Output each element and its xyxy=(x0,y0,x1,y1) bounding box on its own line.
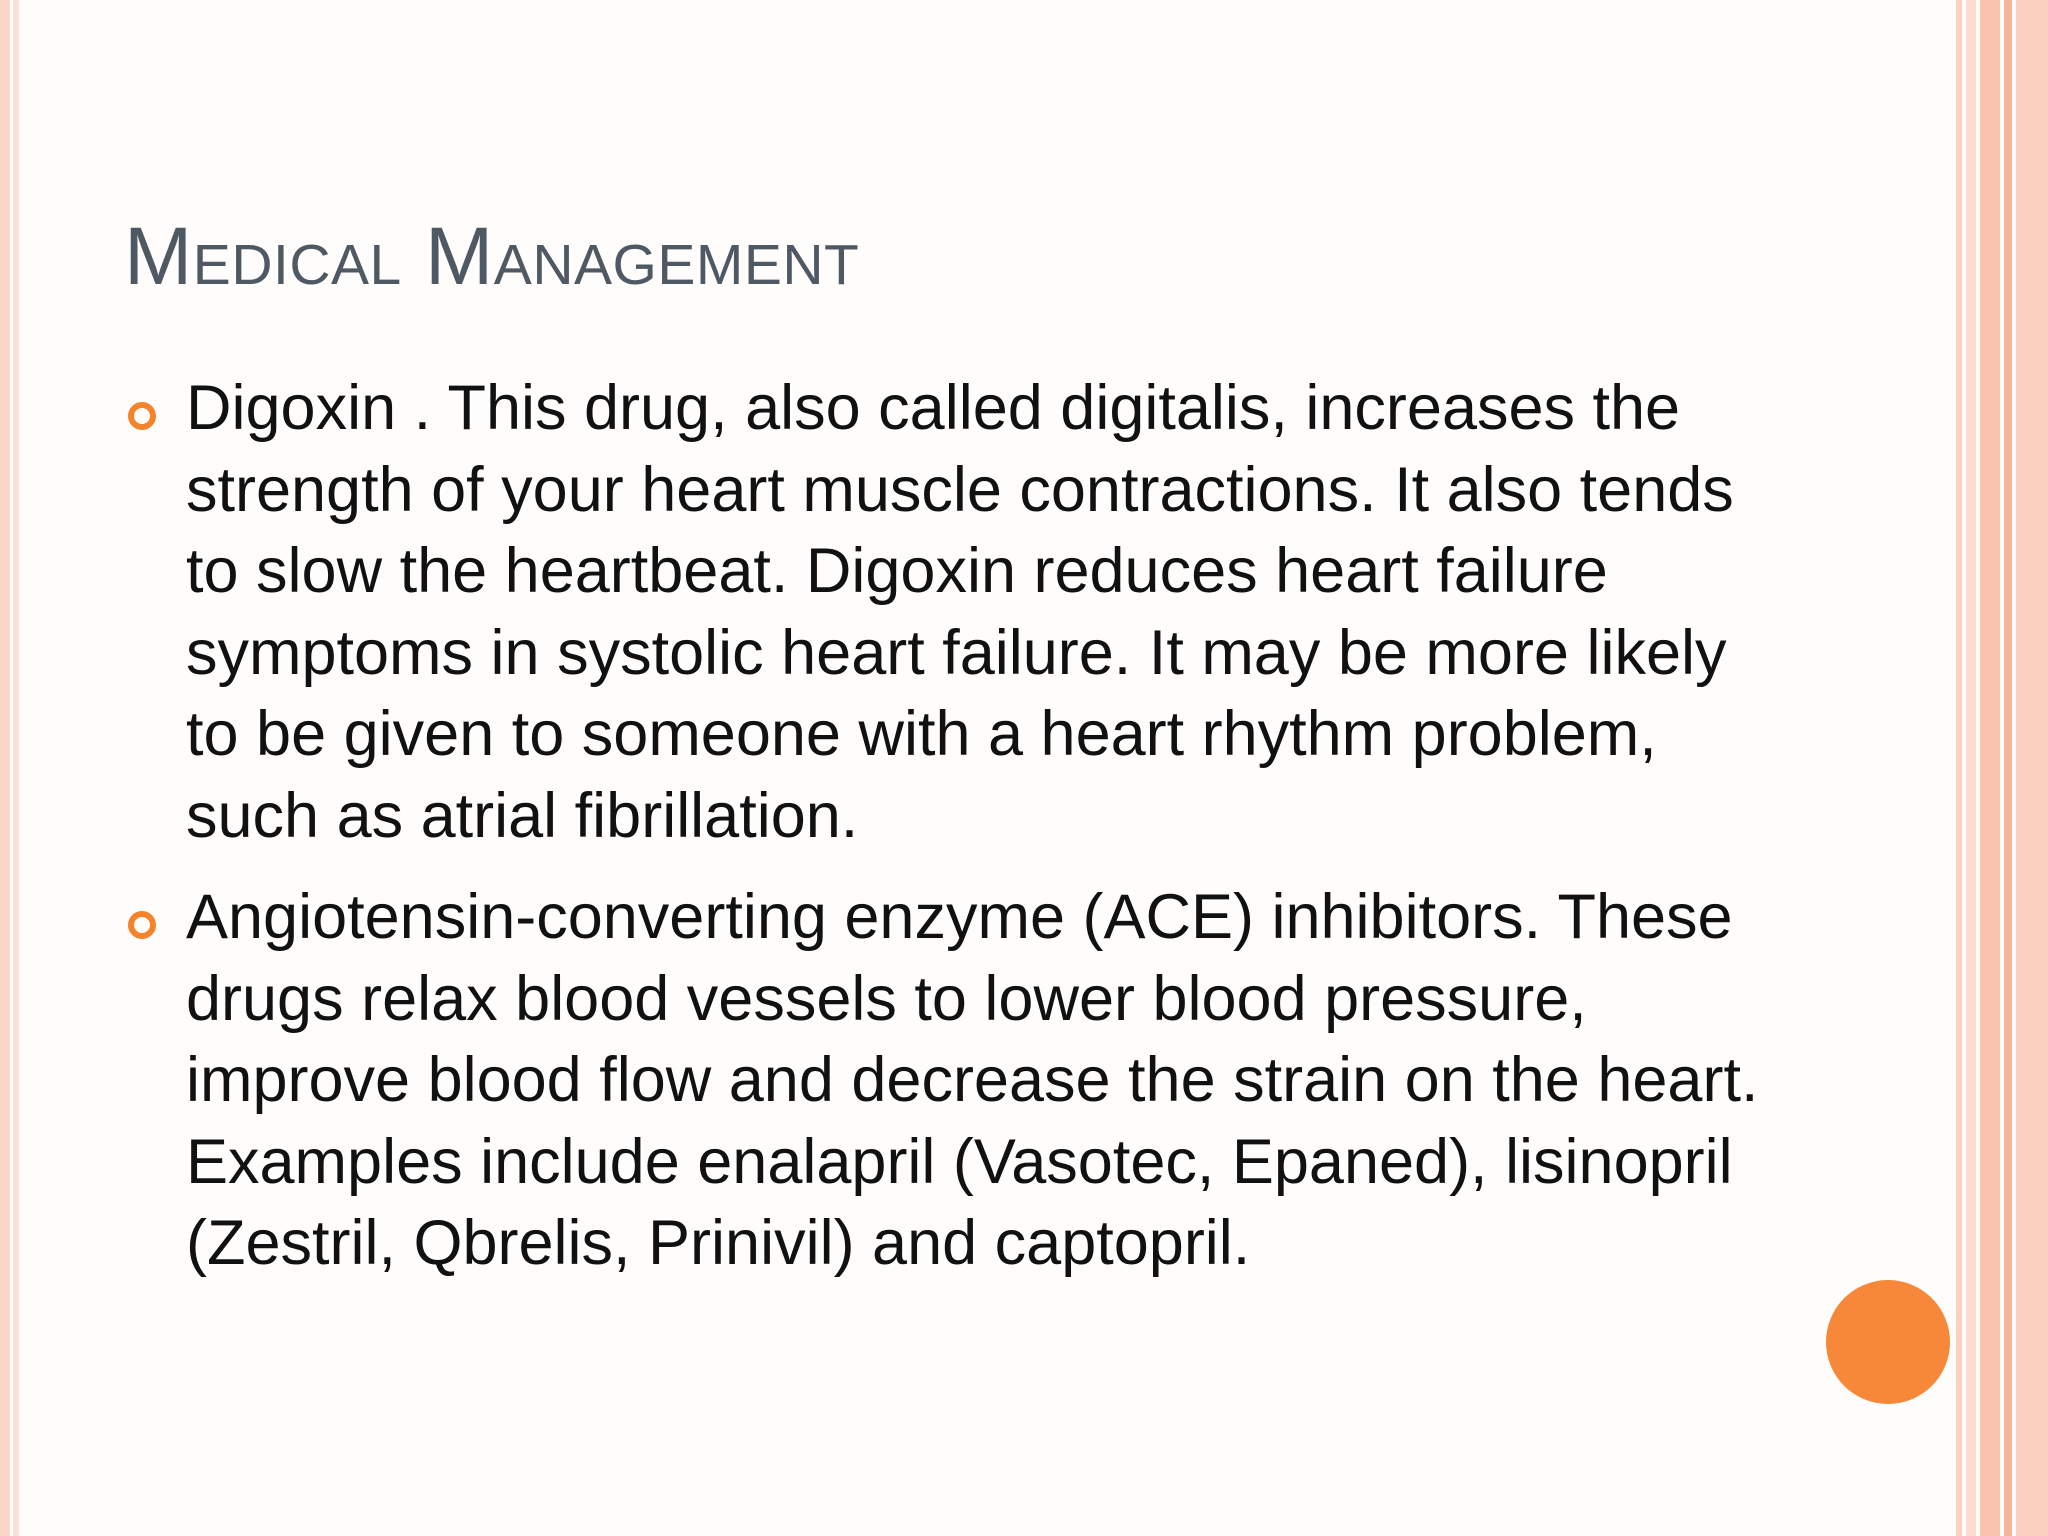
ring-bullet-icon xyxy=(128,402,156,430)
right-border-stripe xyxy=(1980,0,2000,1536)
slide-title: Medical Management xyxy=(124,211,860,302)
bullet-text: Angiotensin-converting enzyme (ACE) inhibitors. These drugs relax blood vessels to lower blood pressure, improve blood flow and decrease the strain on the heart. Examples include enalapril (Vasotec, Epaned), lisinopril (Zestril, Qbrelis, Prinivil) and captopril. xyxy=(186,882,1759,1278)
right-border-stripe xyxy=(2016,0,2048,1536)
orange-circle-decoration-icon xyxy=(1826,1280,1950,1404)
bullet-item xyxy=(124,877,1764,1285)
bullet-item xyxy=(124,368,1764,857)
left-border-stripe xyxy=(0,0,10,1536)
right-border-stripe xyxy=(1956,0,1962,1536)
ring-bullet-icon xyxy=(128,911,156,939)
right-border-stripe xyxy=(2004,0,2012,1536)
bullet-list xyxy=(124,368,1764,1305)
left-border-stripe-inner xyxy=(13,0,19,1536)
right-border-stripe xyxy=(1966,0,1976,1536)
bullet-text: Digoxin . This drug, also called digitalis, increases the strength of your heart muscle contractions. It also tends to slow the heartbeat. Digoxin reduces heart failure symptoms in systolic heart failure. It may be more likely to be given to someone with a heart rhythm problem, such as atrial fibrillation. xyxy=(186,373,1734,851)
